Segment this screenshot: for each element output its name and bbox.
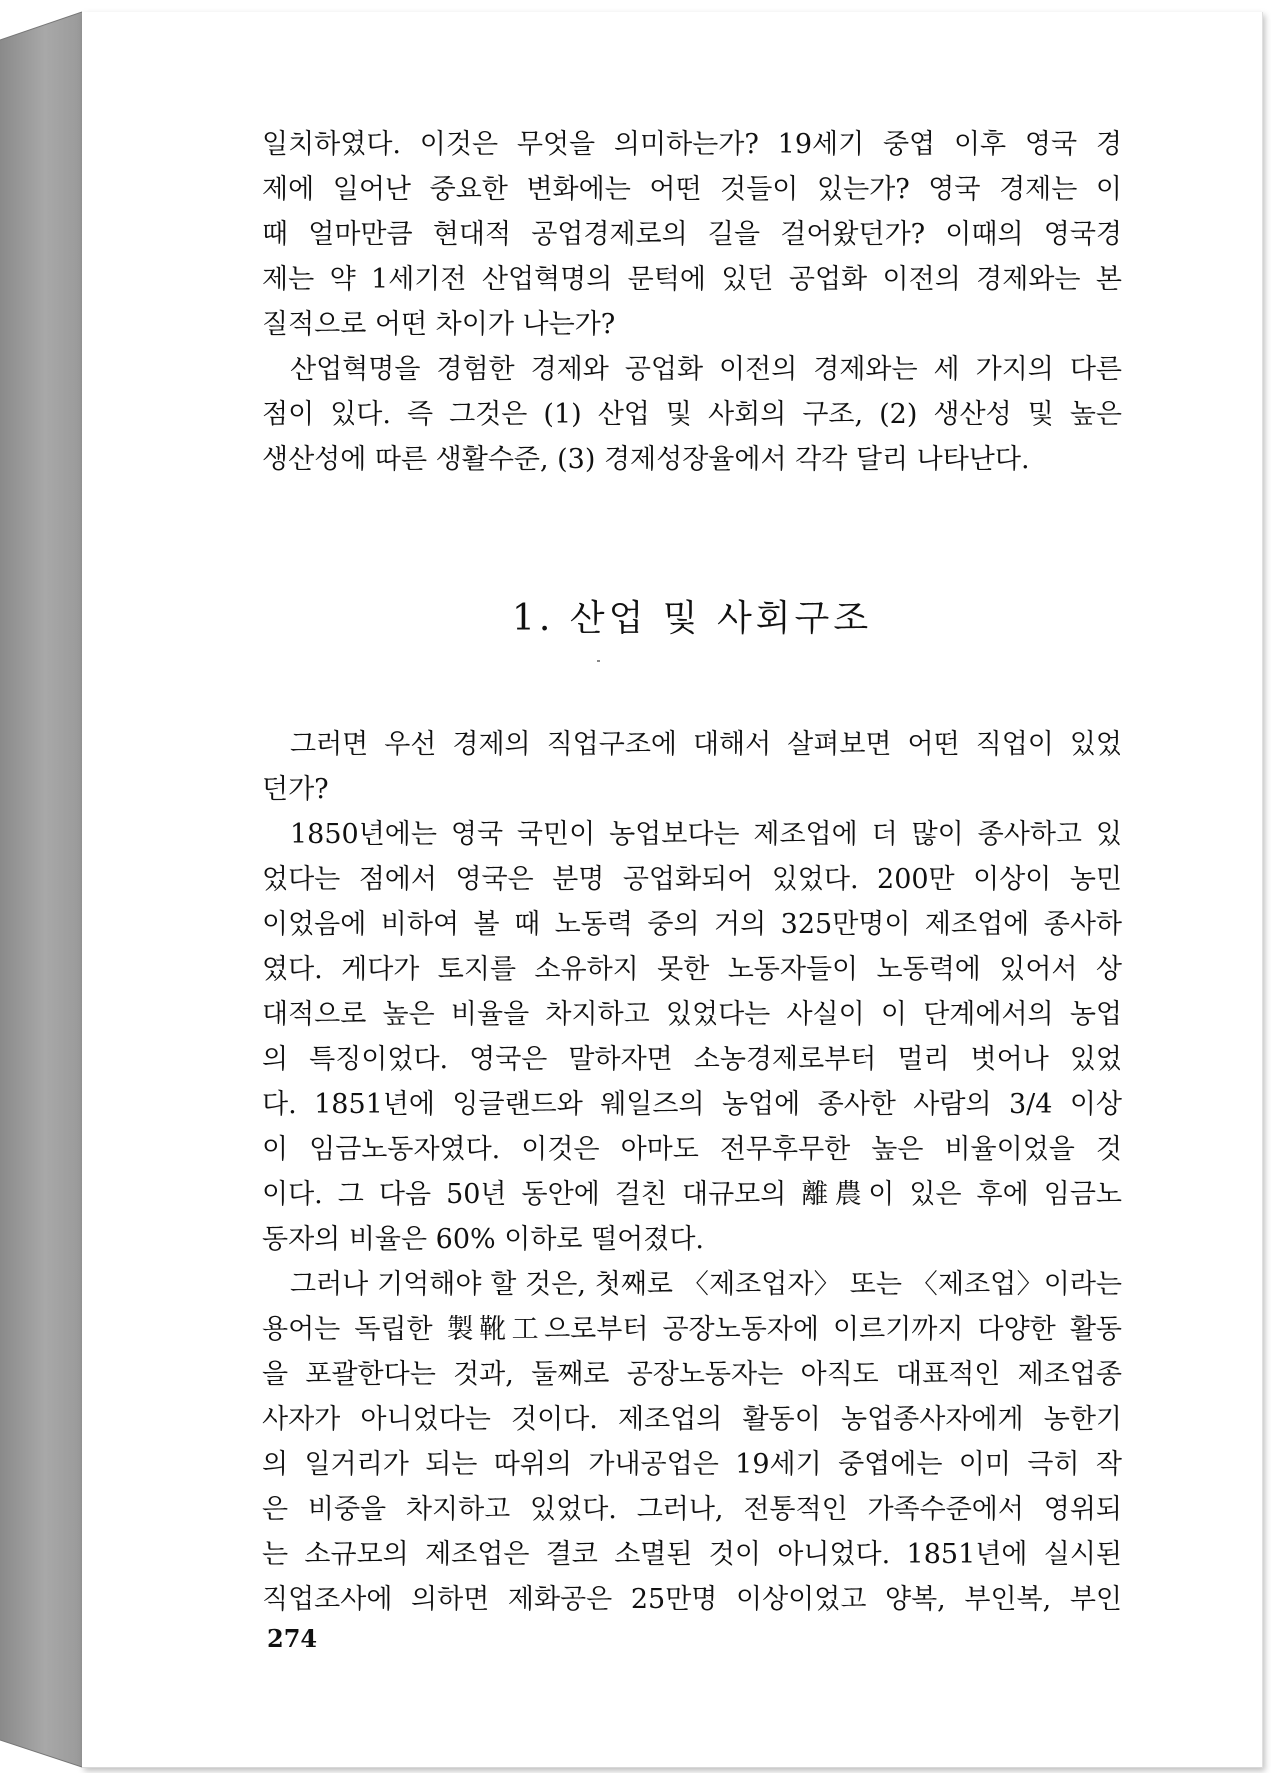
paragraph: [262, 812, 1122, 1262]
text-line: 점이 있다. 즉 그것은 (1) 산업 및 사회의 구조, (2) 생산성 및 높은: [262, 399, 1122, 430]
text-line: 였다. 게다가 토지를 소유하지 못한 노동자들이 노동력에 있어서 상: [262, 954, 1122, 985]
paragraph: [262, 722, 1122, 812]
paragraph: [262, 347, 1122, 482]
text-line: 산업혁명을 경험한 경제와 공업화 이전의 경제와는 세 가지의 다른: [290, 354, 1122, 385]
text-line: 제는 약 1세기전 산업혁명의 문턱에 있던 공업화 이전의 경제와는 본: [262, 264, 1122, 295]
text-line: 의 일거리가 되는 따위의 가내공업은 19세기 중엽에는 이미 극히 작: [262, 1449, 1122, 1480]
page-sheet: [82, 12, 1263, 1768]
section-heading: 1. 산업 및 사회구조: [512, 598, 873, 639]
paragraph: [262, 1262, 1122, 1622]
text-line: 생산성에 따른 생활수준, (3) 경제성장율에서 각각 달리 나타난다.: [262, 444, 1030, 475]
print-speck: [597, 660, 600, 662]
text-line: 다. 1851년에 잉글랜드와 웨일즈의 농업에 종사한 사람의 3/4 이상: [262, 1089, 1122, 1120]
text-line: 이었음에 비하여 볼 때 노동력 중의 거의 325만명이 제조업에 종사하: [262, 909, 1122, 940]
text-line: 대적으로 높은 비율을 차지하고 있었다는 사실이 이 단계에서의 농업: [262, 999, 1122, 1030]
text-line: 제에 일어난 중요한 변화에는 어떤 것들이 있는가? 영국 경제는 이: [262, 174, 1122, 205]
paragraph: [262, 122, 1122, 347]
text-line: 이 임금노동자였다. 이것은 아마도 전무후무한 높은 비율이었을 것: [262, 1134, 1122, 1165]
text-line: 질적으로 어떤 차이가 나는가?: [262, 309, 616, 340]
book-side-edge: [0, 0, 82, 1773]
text-line: 던가?: [262, 774, 329, 805]
page-number: 274: [267, 1624, 318, 1653]
text-line: 때 얼마만큼 현대적 공업경제로의 길을 걸어왔던가? 이때의 영국경: [262, 219, 1122, 250]
text-line: 은 비중을 차지하고 있었다. 그러나, 전통적인 가족수준에서 영위되: [262, 1494, 1122, 1525]
text-line: 는 소규모의 제조업은 결코 소멸된 것이 아니었다. 1851년에 실시된: [262, 1539, 1122, 1570]
text-line: 이다. 그 다음 50년 동안에 걸친 대규모의 離農이 있은 후에 임금노: [262, 1179, 1122, 1210]
text-line: 었다는 점에서 영국은 분명 공업화되어 있었다. 200만 이상이 농민: [262, 864, 1122, 895]
text-line: 을 포괄한다는 것과, 둘째로 공장노동자는 아직도 대표적인 제조업종: [262, 1359, 1122, 1390]
text-line: 사자가 아니었다는 것이다. 제조업의 활동이 농업종사자에게 농한기: [262, 1404, 1122, 1435]
text-line: 용어는 독립한 製靴工으로부터 공장노동자에 이르기까지 다양한 활동: [262, 1314, 1122, 1345]
text-line: 일치하였다. 이것은 무엇을 의미하는가? 19세기 중엽 이후 영국 경: [262, 129, 1122, 160]
text-line: 의 특징이었다. 영국은 말하자면 소농경제로부터 멀리 벗어나 있었: [262, 1044, 1122, 1075]
text-line: 그러나 기억해야 할 것은, 첫째로 〈제조업자〉 또는 〈제조업〉이라는: [290, 1269, 1122, 1300]
text-line: 직업조사에 의하면 제화공은 25만명 이상이었고 양복, 부인복, 부인: [262, 1584, 1122, 1615]
text-line: 1850년에는 영국 국민이 농업보다는 제조업에 더 많이 종사하고 있: [290, 819, 1122, 850]
text-line: 그러면 우선 경제의 직업구조에 대해서 살펴보면 어떤 직업이 있었: [290, 729, 1122, 760]
section-body: [262, 722, 1122, 1622]
text-line: 동자의 비율은 60% 이하로 떨어졌다.: [262, 1224, 704, 1255]
intro-text: [262, 122, 1122, 482]
